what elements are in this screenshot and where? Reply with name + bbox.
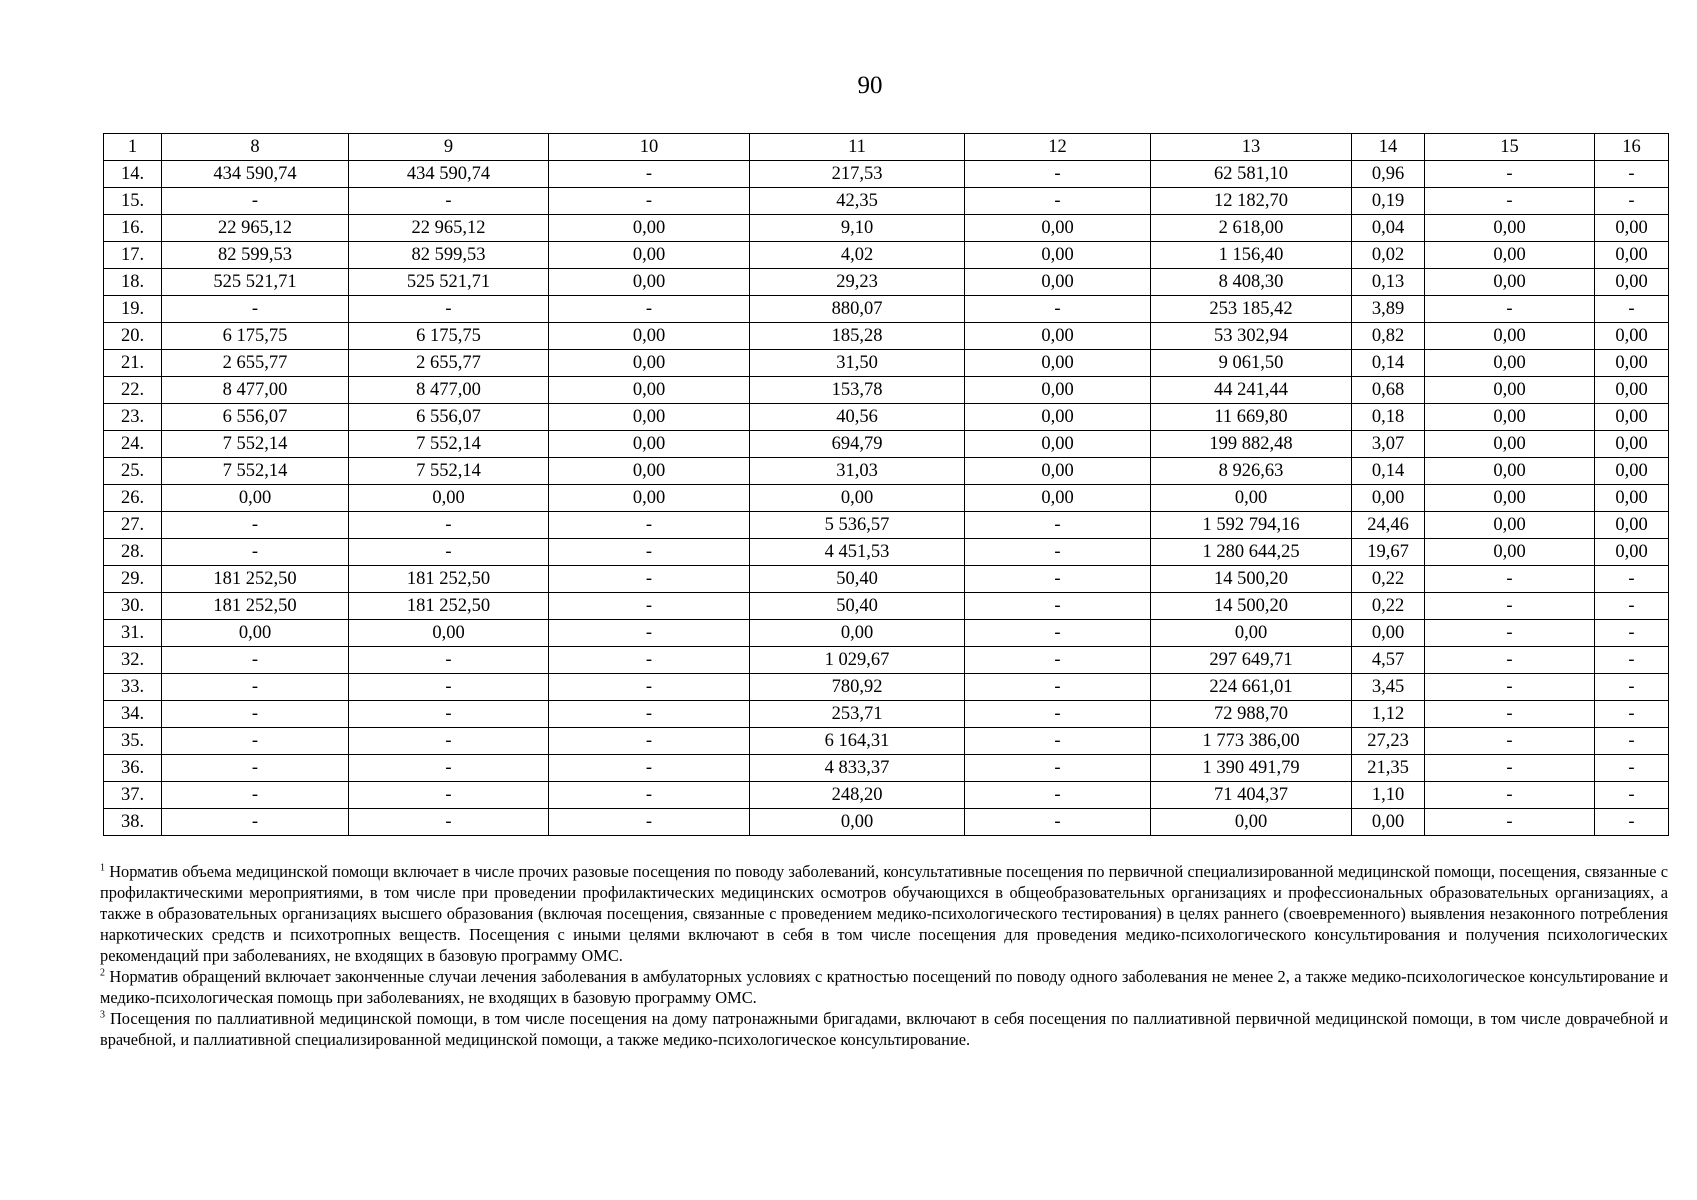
table-cell: 0,14: [1352, 350, 1425, 377]
table-cell: -: [349, 296, 549, 323]
table-cell: 0,00: [549, 215, 750, 242]
table-cell: 1 280 644,25: [1151, 539, 1352, 566]
table-cell: -: [965, 728, 1151, 755]
table-cell: -: [349, 674, 549, 701]
table-cell: -: [965, 512, 1151, 539]
table-cell: -: [162, 701, 349, 728]
table-cell: 3,45: [1352, 674, 1425, 701]
table-row: [104, 539, 1669, 566]
footnote-mark: 1: [100, 862, 105, 874]
table-cell: -: [349, 539, 549, 566]
table-cell: 11 669,80: [1151, 404, 1352, 431]
table-cell: 0,00: [1151, 485, 1352, 512]
table-row: [104, 566, 1669, 593]
table-cell: 31.: [104, 620, 162, 647]
table-cell: 32.: [104, 647, 162, 674]
table-cell: -: [349, 647, 549, 674]
table-cell: 30.: [104, 593, 162, 620]
table-cell: 15.: [104, 188, 162, 215]
table-cell: 6 164,31: [750, 728, 965, 755]
table-cell: 8 477,00: [349, 377, 549, 404]
table-cell: -: [965, 647, 1151, 674]
table-cell: 34.: [104, 701, 162, 728]
table-cell: 37.: [104, 782, 162, 809]
page-number: 90: [857, 72, 883, 99]
table-cell: 17.: [104, 242, 162, 269]
table-cell: 19.: [104, 296, 162, 323]
table-cell: -: [965, 620, 1151, 647]
table-cell: 9,10: [750, 215, 965, 242]
table-cell: -: [162, 188, 349, 215]
table-cell: 0,00: [549, 377, 750, 404]
table-cell: -: [549, 161, 750, 188]
table-cell: -: [1595, 701, 1669, 728]
table-cell: 0,00: [1425, 242, 1595, 269]
table-cell: -: [1595, 647, 1669, 674]
column-header-cell: 16: [1595, 134, 1669, 161]
table-cell: -: [162, 539, 349, 566]
table-cell: -: [162, 296, 349, 323]
table-cell: 38.: [104, 809, 162, 836]
table-cell: 2 655,77: [162, 350, 349, 377]
table-cell: -: [349, 512, 549, 539]
table-cell: 0,00: [1595, 404, 1669, 431]
table-row: [104, 404, 1669, 431]
table-cell: 44 241,44: [1151, 377, 1352, 404]
table-cell: 0,00: [1352, 485, 1425, 512]
table-cell: 0,00: [1425, 458, 1595, 485]
table-cell: -: [349, 188, 549, 215]
table-cell: 27,23: [1352, 728, 1425, 755]
table-cell: -: [549, 701, 750, 728]
table-cell: -: [349, 728, 549, 755]
table-cell: -: [1595, 728, 1669, 755]
table-cell: -: [549, 188, 750, 215]
table-cell: 0,00: [1595, 323, 1669, 350]
table-cell: -: [1595, 674, 1669, 701]
table-cell: 28.: [104, 539, 162, 566]
table-cell: -: [162, 728, 349, 755]
table-cell: 0,18: [1352, 404, 1425, 431]
table-cell: -: [965, 566, 1151, 593]
table-cell: 0,19: [1352, 188, 1425, 215]
table-cell: -: [1595, 188, 1669, 215]
table-cell: 4 833,37: [750, 755, 965, 782]
table-cell: -: [549, 674, 750, 701]
table-cell: 4 451,53: [750, 539, 965, 566]
table-header-row: [104, 134, 1669, 161]
table-cell: 1 156,40: [1151, 242, 1352, 269]
table-cell: 22 965,12: [349, 215, 549, 242]
table-cell: -: [162, 674, 349, 701]
table-cell: 0,22: [1352, 566, 1425, 593]
table-cell: 24.: [104, 431, 162, 458]
table-cell: 248,20: [750, 782, 965, 809]
table-cell: 181 252,50: [162, 593, 349, 620]
table-cell: 0,00: [1151, 620, 1352, 647]
footnote-2: [100, 966, 1668, 1008]
table-cell: 880,07: [750, 296, 965, 323]
table-cell: -: [162, 782, 349, 809]
table-cell: 0,82: [1352, 323, 1425, 350]
table-cell: 19,67: [1352, 539, 1425, 566]
table-row: [104, 188, 1669, 215]
table-cell: 0,00: [549, 350, 750, 377]
table-cell: -: [1425, 566, 1595, 593]
table-cell: 8 926,63: [1151, 458, 1352, 485]
table-cell: 0,13: [1352, 269, 1425, 296]
table-cell: 24,46: [1352, 512, 1425, 539]
table-cell: 0,00: [965, 242, 1151, 269]
table-row: [104, 458, 1669, 485]
footnote-mark: 3: [100, 1009, 105, 1021]
table-cell: 29,23: [750, 269, 965, 296]
table-cell: 6 175,75: [349, 323, 549, 350]
table-cell: 7 552,14: [162, 458, 349, 485]
table-cell: 1 773 386,00: [1151, 728, 1352, 755]
table-cell: 0,00: [549, 458, 750, 485]
table-cell: 22.: [104, 377, 162, 404]
table-cell: 1,12: [1352, 701, 1425, 728]
table-cell: 33.: [104, 674, 162, 701]
footnote-mark: 2: [100, 967, 105, 979]
table-row: [104, 215, 1669, 242]
table-cell: -: [1595, 566, 1669, 593]
table-cell: 0,00: [1352, 809, 1425, 836]
column-header-cell: 1: [104, 134, 162, 161]
table-cell: 0,00: [750, 485, 965, 512]
table-cell: -: [1425, 674, 1595, 701]
table-cell: -: [965, 188, 1151, 215]
table-cell: 0,00: [1595, 512, 1669, 539]
table-cell: 50,40: [750, 566, 965, 593]
table-row: [104, 809, 1669, 836]
table-cell: 0,00: [349, 485, 549, 512]
table-cell: 0,00: [965, 431, 1151, 458]
data-table: [103, 133, 1669, 836]
footnote-1: [100, 861, 1668, 966]
table-cell: 525 521,71: [349, 269, 549, 296]
table-row: [104, 350, 1669, 377]
table-cell: 0,02: [1352, 242, 1425, 269]
table-cell: -: [965, 701, 1151, 728]
table-cell: 8 477,00: [162, 377, 349, 404]
table-cell: 36.: [104, 755, 162, 782]
table-cell: 2 618,00: [1151, 215, 1352, 242]
table-cell: 6 556,07: [349, 404, 549, 431]
table-cell: 253,71: [750, 701, 965, 728]
table-cell: 31,50: [750, 350, 965, 377]
table-cell: 40,56: [750, 404, 965, 431]
table-cell: 217,53: [750, 161, 965, 188]
table-cell: 0,00: [965, 485, 1151, 512]
table-cell: -: [1595, 755, 1669, 782]
table-cell: 0,00: [750, 620, 965, 647]
table-cell: 0,00: [750, 809, 965, 836]
table-cell: 0,00: [549, 323, 750, 350]
table-cell: 72 988,70: [1151, 701, 1352, 728]
table-cell: -: [965, 539, 1151, 566]
table-cell: 0,00: [549, 269, 750, 296]
table-row: [104, 620, 1669, 647]
table-cell: 16.: [104, 215, 162, 242]
table-cell: 1 029,67: [750, 647, 965, 674]
table-cell: -: [549, 728, 750, 755]
table-cell: 0,00: [965, 404, 1151, 431]
table-cell: 5 536,57: [750, 512, 965, 539]
table-cell: 0,00: [1595, 485, 1669, 512]
table-row: [104, 323, 1669, 350]
table-row: [104, 269, 1669, 296]
table-row: [104, 674, 1669, 701]
table-cell: 0,04: [1352, 215, 1425, 242]
table-cell: 14.: [104, 161, 162, 188]
table-cell: 0,00: [1425, 485, 1595, 512]
table-cell: -: [1595, 593, 1669, 620]
table-cell: 1 592 794,16: [1151, 512, 1352, 539]
table-cell: 224 661,01: [1151, 674, 1352, 701]
table-cell: -: [549, 593, 750, 620]
table-cell: -: [549, 512, 750, 539]
table-cell: 6 175,75: [162, 323, 349, 350]
table-cell: -: [965, 674, 1151, 701]
table-cell: 0,00: [1595, 269, 1669, 296]
table-row: [104, 512, 1669, 539]
table-cell: 0,00: [349, 620, 549, 647]
table-cell: -: [1595, 782, 1669, 809]
table-cell: 82 599,53: [162, 242, 349, 269]
table-cell: 8 408,30: [1151, 269, 1352, 296]
table-cell: -: [549, 296, 750, 323]
table-cell: -: [965, 593, 1151, 620]
table-row: [104, 647, 1669, 674]
table-cell: 0,00: [965, 323, 1151, 350]
table-cell: 27.: [104, 512, 162, 539]
table-cell: 31,03: [750, 458, 965, 485]
table-cell: 0,00: [965, 215, 1151, 242]
table-cell: -: [1595, 296, 1669, 323]
table-cell: 0,00: [1595, 242, 1669, 269]
table-cell: -: [1425, 620, 1595, 647]
table-cell: 0,00: [1425, 539, 1595, 566]
table-cell: 82 599,53: [349, 242, 549, 269]
table-row: [104, 593, 1669, 620]
table-cell: -: [349, 755, 549, 782]
table-cell: 185,28: [750, 323, 965, 350]
table-cell: 181 252,50: [162, 566, 349, 593]
table-cell: 0,00: [1425, 323, 1595, 350]
table-cell: 62 581,10: [1151, 161, 1352, 188]
table-cell: -: [162, 755, 349, 782]
table-cell: 0,00: [965, 458, 1151, 485]
table-row: [104, 242, 1669, 269]
table-row: [104, 377, 1669, 404]
table-cell: 0,00: [1425, 512, 1595, 539]
table-cell: 25.: [104, 458, 162, 485]
table-cell: 35.: [104, 728, 162, 755]
table-cell: -: [1425, 593, 1595, 620]
table-cell: 20.: [104, 323, 162, 350]
table-cell: -: [1425, 755, 1595, 782]
table-cell: 0,00: [1595, 431, 1669, 458]
table-cell: 0,00: [965, 269, 1151, 296]
table-cell: -: [1425, 809, 1595, 836]
table-cell: 0,00: [1352, 620, 1425, 647]
table-cell: 0,00: [965, 377, 1151, 404]
table-row: [104, 296, 1669, 323]
table-cell: -: [549, 809, 750, 836]
table-cell: -: [349, 809, 549, 836]
table-cell: 0,00: [162, 485, 349, 512]
table-cell: 7 552,14: [349, 458, 549, 485]
table-cell: 0,00: [549, 404, 750, 431]
table-cell: 181 252,50: [349, 566, 549, 593]
table-cell: 434 590,74: [349, 161, 549, 188]
table-cell: 297 649,71: [1151, 647, 1352, 674]
table-cell: 14 500,20: [1151, 566, 1352, 593]
table-cell: 12 182,70: [1151, 188, 1352, 215]
table-cell: 23.: [104, 404, 162, 431]
table-cell: 2 655,77: [349, 350, 549, 377]
column-header-cell: 15: [1425, 134, 1595, 161]
table-cell: 0,00: [1425, 377, 1595, 404]
table-row: [104, 728, 1669, 755]
table-cell: 1 390 491,79: [1151, 755, 1352, 782]
table-cell: 0,00: [1151, 809, 1352, 836]
table-cell: 18.: [104, 269, 162, 296]
footnote-text: Норматив обращений включает законченные случаи лечения заболевания в амбулаторных условиях с кратностью посещений по поводу одного заболевания не менее 2, а также медико-психологическое консультирование и медико-психологическая помощь при заболеваниях, не входящих в базовую программу ОМС.: [100, 967, 1668, 1007]
table-cell: -: [1595, 809, 1669, 836]
table-cell: 434 590,74: [162, 161, 349, 188]
table-cell: -: [1595, 620, 1669, 647]
table-cell: -: [549, 755, 750, 782]
table-cell: -: [162, 647, 349, 674]
footnote-3: [100, 1008, 1668, 1050]
table-cell: 0,00: [1595, 539, 1669, 566]
table-cell: 780,92: [750, 674, 965, 701]
table-cell: 0,00: [1425, 269, 1595, 296]
table-cell: 53 302,94: [1151, 323, 1352, 350]
table-cell: 0,00: [965, 350, 1151, 377]
table-cell: -: [1425, 647, 1595, 674]
table-row: [104, 161, 1669, 188]
table-row: [104, 701, 1669, 728]
table-cell: 199 882,48: [1151, 431, 1352, 458]
table-cell: 0,00: [162, 620, 349, 647]
table-cell: 7 552,14: [349, 431, 549, 458]
table-cell: 253 185,42: [1151, 296, 1352, 323]
table-cell: -: [549, 539, 750, 566]
footnotes: [100, 861, 1668, 1050]
table-cell: 22 965,12: [162, 215, 349, 242]
table-cell: 0,00: [1595, 377, 1669, 404]
column-header-cell: 8: [162, 134, 349, 161]
table-cell: 50,40: [750, 593, 965, 620]
table-cell: 0,00: [1595, 215, 1669, 242]
table-cell: -: [162, 512, 349, 539]
table-row: [104, 431, 1669, 458]
column-header-cell: 12: [965, 134, 1151, 161]
table-cell: 0,00: [549, 242, 750, 269]
footnote-text: Посещения по паллиативной медицинской помощи, в том числе посещения на дому патронажными бригадами, включают в себя посещения по паллиативной первичной медицинской помощи, в том числе доврачебной и врачебной, и паллиативной специализированной медицинской помощи, а также медико-психологическое консультирование.: [100, 1009, 1668, 1049]
table-cell: 6 556,07: [162, 404, 349, 431]
table-cell: 9 061,50: [1151, 350, 1352, 377]
table-row: [104, 485, 1669, 512]
table-cell: 0,22: [1352, 593, 1425, 620]
column-header-cell: 14: [1352, 134, 1425, 161]
column-header-cell: 10: [549, 134, 750, 161]
table-cell: 0,68: [1352, 377, 1425, 404]
table-cell: -: [1425, 161, 1595, 188]
column-header-cell: 9: [349, 134, 549, 161]
table-cell: -: [1425, 296, 1595, 323]
table-cell: 21,35: [1352, 755, 1425, 782]
table-cell: 0,00: [549, 485, 750, 512]
table-cell: 26.: [104, 485, 162, 512]
table-cell: 21.: [104, 350, 162, 377]
table-cell: 181 252,50: [349, 593, 549, 620]
table-cell: -: [162, 809, 349, 836]
table-cell: 0,00: [1425, 350, 1595, 377]
table-cell: -: [965, 755, 1151, 782]
table-cell: 71 404,37: [1151, 782, 1352, 809]
column-header-cell: 13: [1151, 134, 1352, 161]
table-cell: -: [549, 620, 750, 647]
table-cell: 0,14: [1352, 458, 1425, 485]
table-cell: -: [1425, 701, 1595, 728]
table-cell: -: [1595, 161, 1669, 188]
table-cell: 4,57: [1352, 647, 1425, 674]
table-cell: -: [1425, 188, 1595, 215]
table-cell: 0,00: [1425, 404, 1595, 431]
table-cell: -: [1425, 728, 1595, 755]
table-cell: 7 552,14: [162, 431, 349, 458]
table-cell: 0,00: [1595, 350, 1669, 377]
table-cell: -: [965, 161, 1151, 188]
table-cell: -: [965, 782, 1151, 809]
table-cell: 29.: [104, 566, 162, 593]
table-cell: 0,96: [1352, 161, 1425, 188]
table-cell: 153,78: [750, 377, 965, 404]
table-row: [104, 782, 1669, 809]
table-cell: -: [549, 647, 750, 674]
table-cell: -: [1425, 782, 1595, 809]
table-cell: 0,00: [549, 431, 750, 458]
table-cell: 0,00: [1595, 458, 1669, 485]
footnote-text: Норматив объема медицинской помощи включает в числе прочих разовые посещения по поводу заболеваний, консультативные посещения по первичной специализированной медицинской помощи, посещения, связанные с профилактическими мероприятиями, в том числе при проведении профилактических медицинских осмотров обучающихся в общеобразовательных организациях и профессиональных образовательных организациях, а также в образовательных организациях высшего образования (включая посещения, связанные с проведением медико-психологического тестирования) в целях раннего (своевременного) выявления незаконного потребления наркотических средств и психотропных веществ. Посещения с иными целями включают в себя в том числе посещения для проведения медико-психологического консультирования и получения психологических рекомендаций при заболеваниях, не входящих в базовую программу ОМС.: [100, 862, 1668, 965]
table-cell: -: [349, 782, 549, 809]
table-cell: 0,00: [1425, 215, 1595, 242]
table-row: [104, 755, 1669, 782]
table-cell: -: [549, 566, 750, 593]
table-cell: 3,07: [1352, 431, 1425, 458]
table-cell: 3,89: [1352, 296, 1425, 323]
table-cell: 525 521,71: [162, 269, 349, 296]
table-cell: -: [965, 296, 1151, 323]
table-cell: 694,79: [750, 431, 965, 458]
table-cell: 1,10: [1352, 782, 1425, 809]
table-cell: 42,35: [750, 188, 965, 215]
column-header-cell: 11: [750, 134, 965, 161]
table-cell: -: [349, 701, 549, 728]
table-cell: 4,02: [750, 242, 965, 269]
table-cell: -: [965, 809, 1151, 836]
table-cell: 14 500,20: [1151, 593, 1352, 620]
table-cell: -: [549, 782, 750, 809]
table-cell: 0,00: [1425, 431, 1595, 458]
